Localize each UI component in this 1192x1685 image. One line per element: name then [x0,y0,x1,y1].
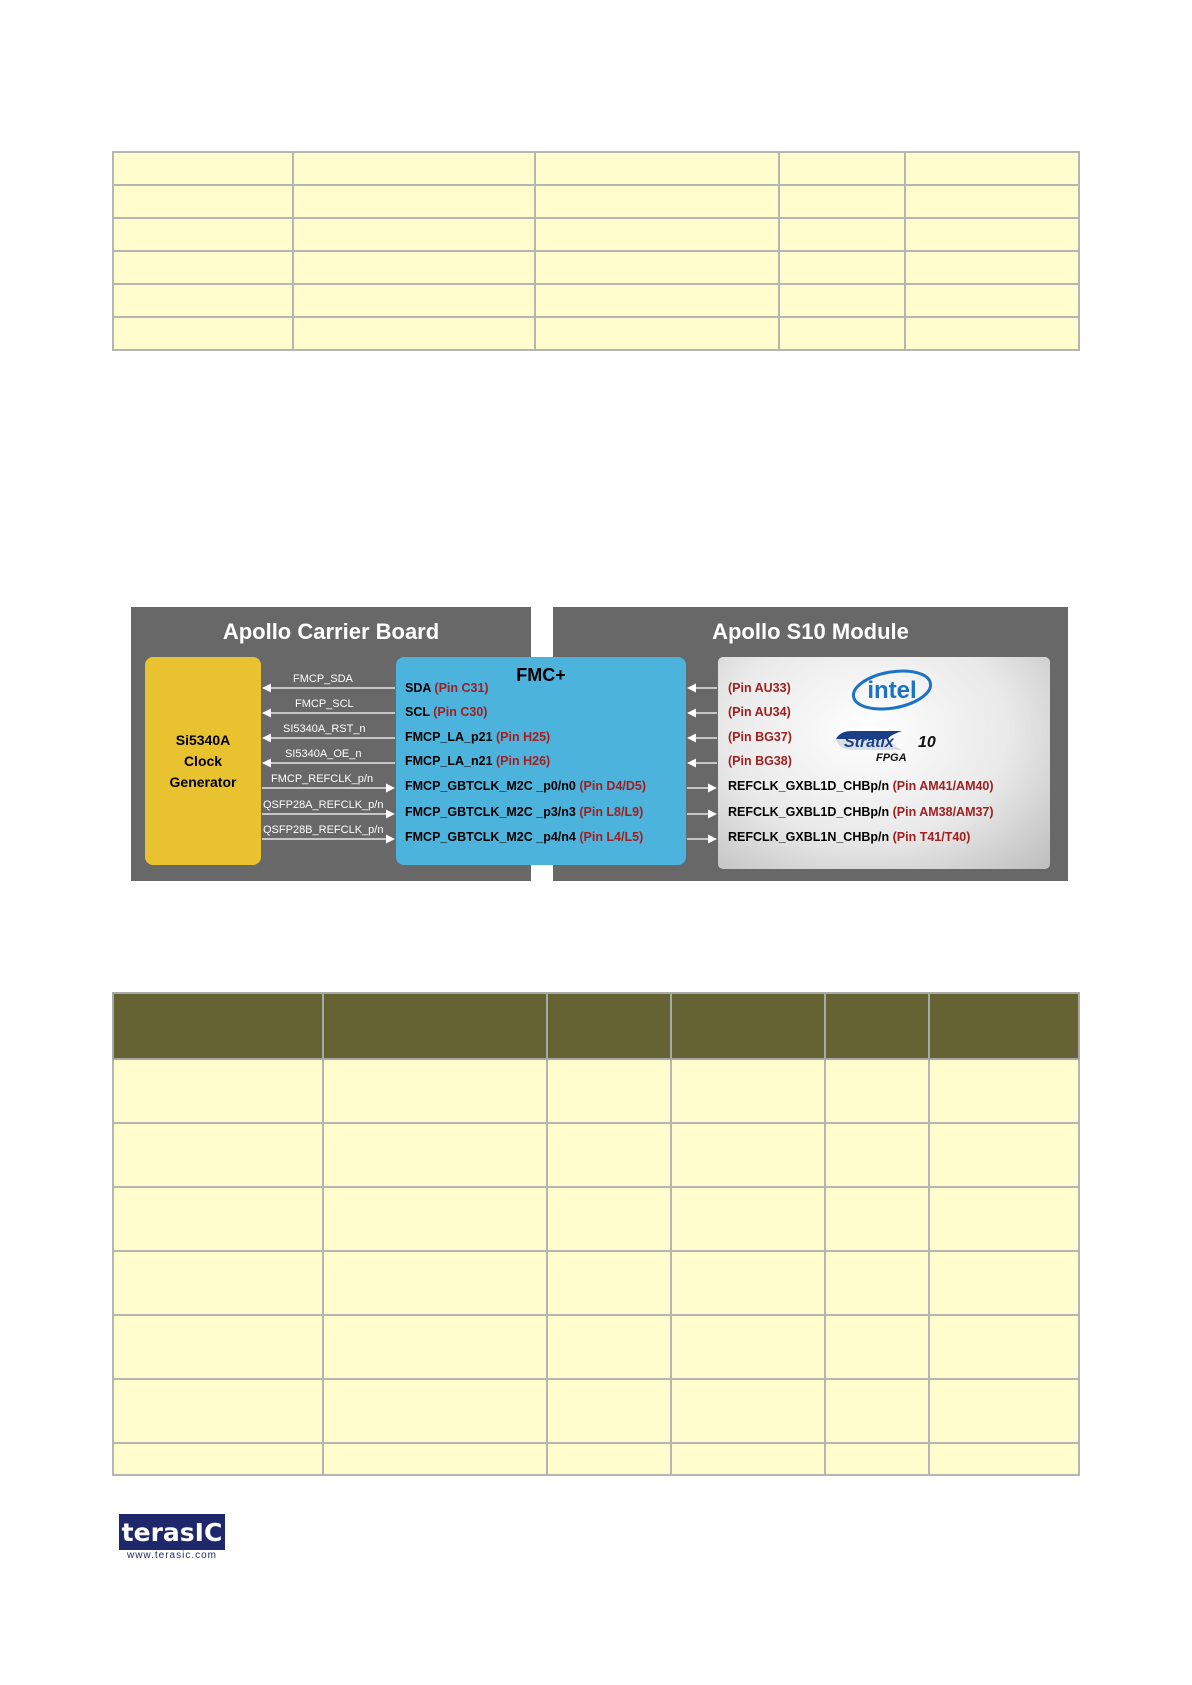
fmc-signal-name: FMCP_LA_p21 [405,730,493,744]
table-row [113,1123,1079,1187]
pin-table-top [112,151,1080,351]
signal-label: SI5340A_OE_n [285,748,362,760]
table-row [113,1379,1079,1443]
fmc-signal-name: SCL [405,705,430,719]
fmc-signal-pin: (Pin C30) [433,705,488,719]
fmc-signal-pin: (Pin D4/D5) [579,779,647,793]
fmc-signal-pin: (Pin L8/L9) [579,805,644,819]
table-row [113,1059,1079,1123]
table-row [113,1315,1079,1379]
fpga-signal-name: REFCLK_GXBL1D_CHBp/n [728,779,890,793]
stratix-version: 10 [918,734,936,751]
fpga-signal-pin: (Pin BG37) [728,730,792,744]
fpga-label: FPGA [876,752,907,764]
fpga-signal-pin: (Pin BG38) [728,754,792,768]
clock-generator-line: Clock [183,752,223,769]
terasic-url: www.terasic.com [126,1550,217,1561]
signal-label: SI5340A_RST_n [283,723,366,735]
fmc-signal-name: FMCP_GBTCLK_M2C _p4/n4 [405,830,576,844]
fmc-signal-name: SDA [405,681,431,695]
fmc-signal-name: FMCP_LA_n21 [405,754,493,768]
fpga-signal-pin: (Pin AM38/AM37) [892,805,994,819]
table-row [113,317,1079,350]
table-row [113,251,1079,284]
table-header-row [113,993,1079,1059]
clock-generator-line: Generator [169,773,237,790]
table-row [113,218,1079,251]
stratix-logo-text: Stratix [844,734,894,751]
fpga-signal-pin: (Pin AU34) [728,705,791,719]
table-row [113,284,1079,317]
fpga-signal-pin: (Pin T41/T40) [892,830,971,844]
intel-logo-text: intel [867,677,917,704]
clock-block-diagram [131,607,1068,881]
fpga-signal-pin: (Pin AU33) [728,681,791,695]
signal-label: QSFP28B_REFCLK_p/n [263,824,384,836]
carrier-board-title: Apollo Carrier Board [222,619,440,644]
clock-generator-line: Si5340A [175,731,231,748]
fmc-signal-pin: (Pin L4/L5) [579,830,644,844]
signal-label: FMCP_SDA [293,673,353,685]
fpga-signal-name: REFCLK_GXBL1N_CHBp/n [728,830,890,844]
terasic-logo-text: terasIC [121,1517,223,1547]
signal-label: FMCP_SCL [295,698,354,710]
signal-label: FMCP_REFCLK_p/n [271,773,374,785]
terasic-logo [119,1514,225,1562]
pin-table-bottom [112,992,1080,1476]
table-row [113,185,1079,218]
fpga-signal-pin: (Pin AM41/AM40) [892,779,994,793]
fmc-signal-pin: (Pin H25) [496,730,551,744]
s10-module-title: Apollo S10 Module [712,619,909,644]
fmc-signal-pin: (Pin H26) [496,754,551,768]
signal-arrows [131,607,1068,881]
fmc-signal-name: FMCP_GBTCLK_M2C _p3/n3 [405,805,576,819]
table-row [113,152,1079,185]
fmc-signal-pin: (Pin C31) [434,681,489,695]
signal-label: QSFP28A_REFCLK_p/n [263,799,384,811]
table-row [113,1251,1079,1315]
fpga-signal-name: REFCLK_GXBL1D_CHBp/n [728,805,890,819]
fmc-title: FMC+ [516,665,566,685]
table-row [113,1443,1079,1475]
fmc-signal-name: FMCP_GBTCLK_M2C _p0/n0 [405,779,576,793]
terasic-logo-box [119,1514,225,1550]
table-row [113,1187,1079,1251]
